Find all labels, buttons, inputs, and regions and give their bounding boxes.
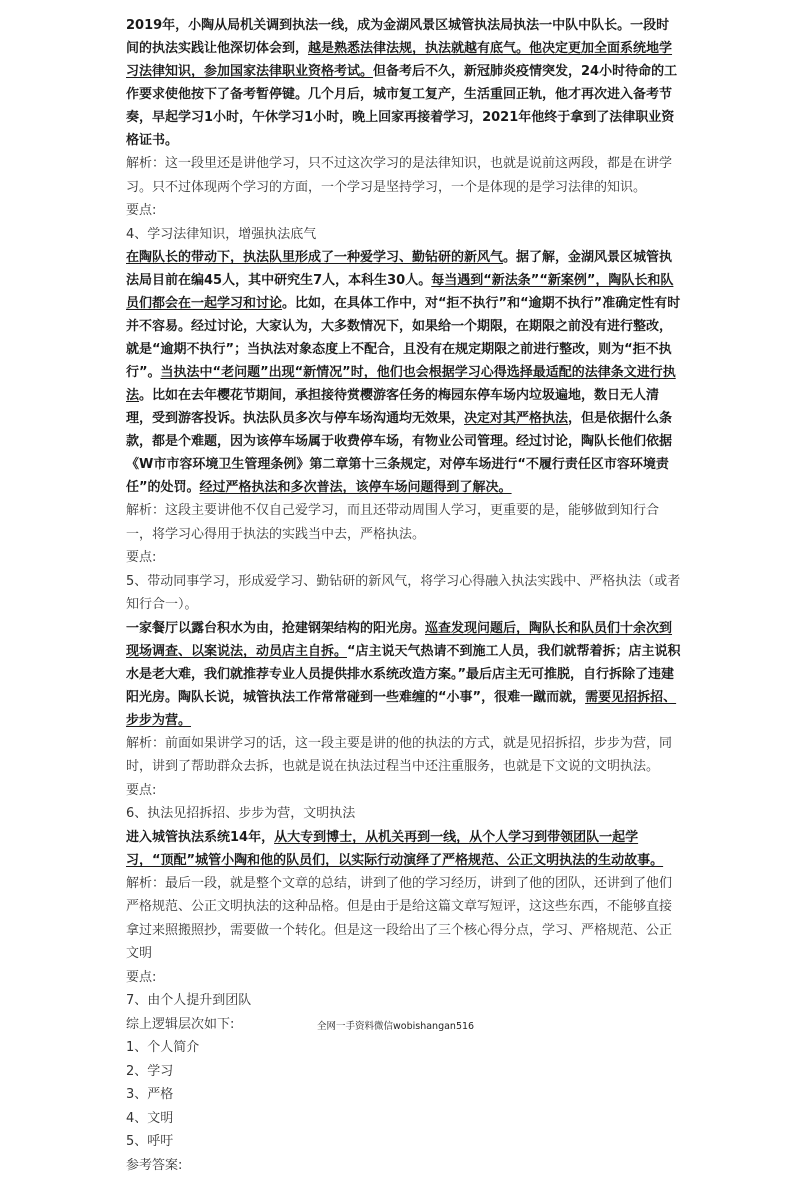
reference-answer-label: 参考答案: (126, 1154, 682, 1177)
summary-intro: 综上逻辑层次如下: (126, 1013, 682, 1037)
underlined-run: 需要见招拆招、步步为营。 (126, 690, 676, 728)
underlined-run: 决定对其严格执法 (464, 411, 568, 426)
summary-item: 5、呼吁 (126, 1130, 682, 1154)
analysis-4: 解析：最后一段，就是整个文章的总结，讲到了他的学习经历，讲到了他的团队，还讲到了他们严格规范、公正文明执法的这种品格。但是由于是给这篇文章写短评，这这些东西，不能够直接拿过来照搬照抄，需要做一个转化。但是这一段给出了三个核心得分点，学习、严格规范、公正文明 (126, 872, 682, 966)
section-heading-6: 6、执法见招拆招、步步为营，文明执法 (126, 802, 682, 826)
text-run: 。据了解，金湖风景区城管执法局目前在编45人，其中研究生7人，本科生30人。 (126, 250, 672, 288)
paragraph-source-3 (126, 617, 682, 732)
section-heading-4: 4、学习法律知识，增强执法底气 (126, 223, 682, 247)
paragraph-source-4 (126, 826, 682, 872)
underlined-run: 巡查发现问题后，陶队长和队员们十余次到现场调查、以案说法，动员店主自拆。 (126, 621, 672, 659)
document-body (126, 14, 682, 1177)
paragraph-source-1 (126, 14, 682, 152)
text-run: 一家餐厅以露台积水为由，抢建钢架结构的阳光房。 (126, 621, 425, 636)
points-label-3: 要点: (126, 779, 682, 803)
underlined-run: 当执法中“老问题”出现“新情况”时，他们也会根据学习心得选择最适配的法律条文进行执法 (126, 365, 676, 403)
underlined-run: 从大专到博士，从机关再到一线，从个人学习到带领团队一起学习，“顶配”城管小陶和他的队员们，以实际行动演绎了严格规范、公正文明执法的生动故事。 (126, 830, 663, 868)
text-run: ，但是依据什么条款，都是个难题，因为该停车场属于收费停车场，有物业公司管理。经过讨论，陶队长他们依据《W市市容环境卫生管理条例》第二章第十三条规定，对停车场进行“不履行责任区市容环境责任”的处罚。 (126, 411, 672, 495)
text-run: “店主说天气热请不到施工人员，我们就帮着拆；店主说积水是老大难，我们就推荐专业人员提供排水系统改造方案。”最后店主无可推脱，自行拆除了违建阳光房。陶队长说，城管执法工作常常碰到一些难缠的“小事”，很难一蹴而就， (126, 644, 681, 705)
text-run: 。比如，在具体工作中，对“拒不执行”和“逾期不执行”准确定性有时并不容易。经过讨论，大家认为，大多数情况下，如果给一个期限，在期限之前没有进行整改，就是“逾期不执行”；当执法对象态度上不配合，且没有在规定期限之前进行整改，则为“拒不执行”。 (126, 296, 680, 380)
analysis-3: 解析：前面如果讲学习的话，这一段主要是讲的他的执法的方式，就是见招拆招，步步为营，同时，讲到了帮助群众去拆，也就是说在执法过程当中还注重服务，也就是下文说的文明执法。 (126, 732, 682, 779)
underlined-run: 在陶队长的带动下，执法队里形成了一种爱学习、勤钻研的新风气 (126, 250, 503, 265)
summary-item: 2、学习 (126, 1060, 682, 1084)
section-heading-5: 5、带动同事学习，形成爱学习、勤钻研的新风气，将学习心得融入执法实践中、严格执法（或者知行合一）。 (126, 570, 682, 617)
summary-item: 4、文明 (126, 1107, 682, 1131)
text-run: 2019年，小陶从局机关调到执法一线，成为金湖风景区城管执法局执法一中队中队长。一段时间的执法实践让他深切体会到， (126, 18, 669, 56)
underlined-run: 每当遇到“新法条”“新案例”，陶队长和队员们都会在一起学习和讨论 (126, 273, 673, 311)
analysis-1: 解析：这一段里还是讲他学习，只不过这次学习的是法律知识，也就是说前这两段，都是在讲学习。只不过体现两个学习的方面，一个学习是坚持学习，一个是体现的是学习法律的知识。 (126, 152, 682, 199)
text-run: 进入城管执法系统14年， (126, 830, 274, 845)
analysis-2: 解析：这段主要讲他不仅自己爱学习，而且还带动周围人学习，更重要的是，能够做到知行合一，将学习心得用于执法的实践当中去，严格执法。 (126, 499, 682, 546)
summary-item: 1、个人简介 (126, 1036, 682, 1060)
underlined-run: 经过严格执法和多次普法，该停车场问题得到了解决。 (200, 480, 512, 495)
watermark-text: 全网一手资料微信wobishangan516 (317, 1018, 474, 1032)
section-heading-7: 7、由个人提升到团队 (126, 989, 682, 1013)
text-run: 。比如在去年樱花节期间，承担接待赏樱游客任务的梅园东停车场内垃圾遍地，数日无人清理，受到游客投诉。执法队员多次与停车场沟通均无效果， (126, 388, 659, 426)
summary-item: 3、严格 (126, 1083, 682, 1107)
underlined-run: 越是熟悉法律法规，执法就越有底气。他决定更加全面系统地学习法律知识，参加国家法律职业资格考试。 (126, 41, 672, 79)
points-label-1: 要点: (126, 199, 682, 223)
text-run: 但备考后不久，新冠肺炎疫情突发，24小时待命的工作要求使他按下了备考暂停键。几个月后，城市复工复产，生活重回正轨，他才再次进入备考节奏，早起学习1小时，午休学习1小时，晚上回家再接着学习，2021年他终于拿到了法律职业资格证书。 (126, 64, 677, 148)
points-label-2: 要点: (126, 546, 682, 570)
points-label-4: 要点: (126, 966, 682, 990)
paragraph-source-2 (126, 246, 682, 499)
